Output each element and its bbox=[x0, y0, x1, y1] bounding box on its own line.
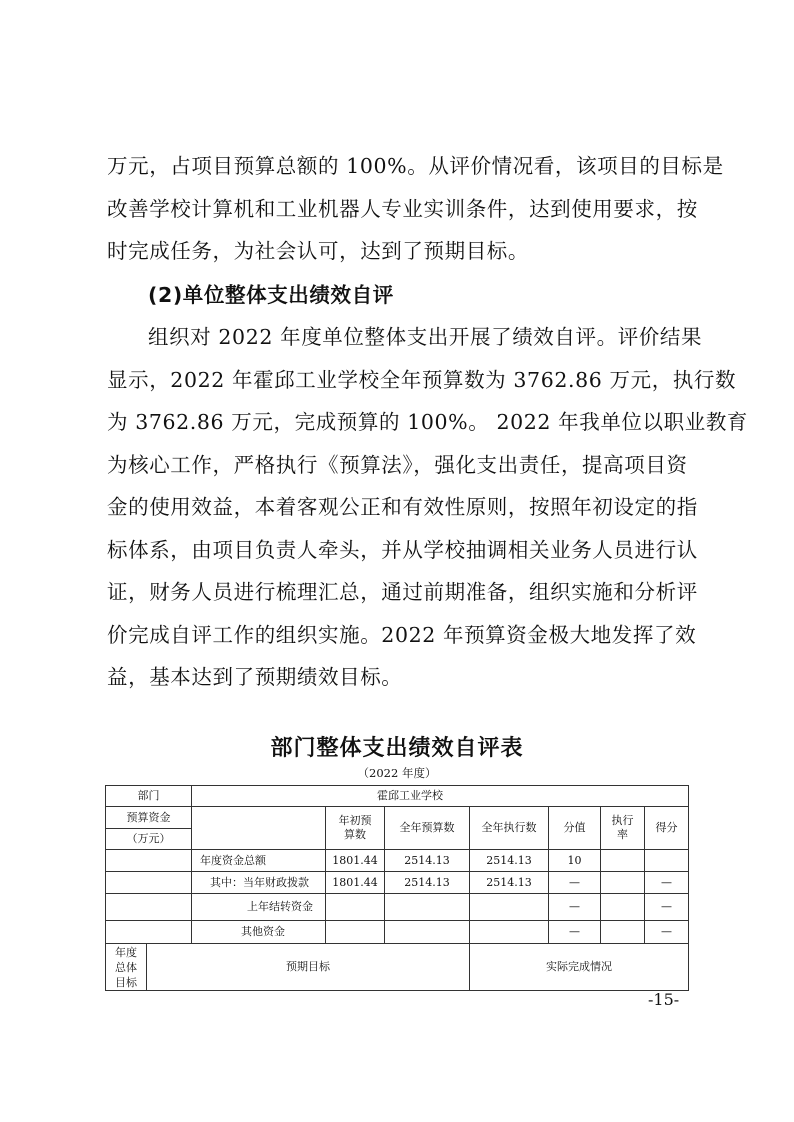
budget-label: 预算资金 bbox=[106, 807, 192, 829]
header-annual-executed: 全年执行数 bbox=[470, 807, 549, 850]
empty-cell bbox=[106, 850, 192, 872]
dept-label: 部门 bbox=[106, 786, 192, 807]
header-annual-budget: 全年预算数 bbox=[385, 807, 470, 850]
text-line: 价完成自评工作的组织实施。2022 年预算资金极大地发挥了效 bbox=[107, 622, 697, 647]
empty-cell bbox=[106, 872, 192, 894]
cell-score-value: 10 bbox=[549, 850, 601, 872]
table-row bbox=[106, 894, 689, 921]
empty-cell bbox=[192, 807, 326, 850]
header-score-value: 分值 bbox=[549, 807, 601, 850]
cell-annual: 2514.13 bbox=[385, 872, 470, 894]
cell-annual bbox=[385, 894, 470, 921]
empty-cell bbox=[106, 894, 192, 921]
cell-executed bbox=[470, 921, 549, 944]
cell-annual: 2514.13 bbox=[385, 850, 470, 872]
budget-unit: （万元） bbox=[106, 829, 192, 850]
text-line: 显示，2022 年霍邱工业学校全年预算数为 3762.86 万元，执行数 bbox=[107, 367, 737, 392]
row-label: 上年结转资金 bbox=[192, 894, 326, 921]
cell-score-value: — bbox=[549, 872, 601, 894]
cell-initial bbox=[326, 921, 385, 944]
table-row bbox=[106, 850, 689, 872]
table-row bbox=[106, 807, 689, 829]
table-row bbox=[106, 944, 689, 991]
row-label: 其他资金 bbox=[192, 921, 326, 944]
cell-executed: 2514.13 bbox=[470, 850, 549, 872]
paragraph-1 bbox=[107, 145, 724, 273]
cell-score: — bbox=[645, 894, 689, 921]
cell-executed bbox=[470, 894, 549, 921]
table-row bbox=[106, 921, 689, 944]
cell-initial: 1801.44 bbox=[326, 850, 385, 872]
text-line: 时完成任务，为社会认可，达到了预期目标。 bbox=[107, 239, 529, 263]
empty-cell bbox=[106, 921, 192, 944]
text-line: 益，基本达到了预期绩效目标。 bbox=[107, 665, 403, 689]
text-line: 证，财务人员进行梳理汇总，通过前期准备，组织实施和分析评 bbox=[107, 580, 698, 604]
table-subtitle: （2022 年度） bbox=[357, 766, 437, 780]
text-line: 标体系，由项目负责人牵头，并从学校抽调相关业务人员进行认 bbox=[107, 537, 698, 562]
cell-executed: 2514.13 bbox=[470, 872, 549, 894]
cell-rate bbox=[601, 850, 645, 872]
cell-initial bbox=[326, 894, 385, 921]
cell-rate bbox=[601, 894, 645, 921]
goal-label: 年度总体目标 bbox=[106, 944, 147, 991]
cell-rate bbox=[601, 921, 645, 944]
text-line: 为核心工作，严格执行《预算法》，强化支出责任，提高项目资 bbox=[107, 452, 688, 477]
row-label: 年度资金总额 bbox=[192, 850, 326, 872]
text-line: 金的使用效益，本着客观公正和有效性原则，按照年初设定的指 bbox=[107, 495, 698, 519]
header-initial-budget: 年初预算数 bbox=[326, 807, 385, 850]
cell-score-value: — bbox=[549, 894, 601, 921]
dept-value: 霍邱工业学校 bbox=[192, 786, 689, 807]
text-line: 为 3762.86 万元，完成预算的 100%。 2022 年我单位以职业教育 bbox=[107, 410, 749, 434]
cell-annual bbox=[385, 921, 470, 944]
paragraph-2 bbox=[107, 316, 749, 699]
cell-rate bbox=[601, 872, 645, 894]
row-label: 其中：当年财政拨款 bbox=[192, 872, 326, 894]
cell-initial: 1801.44 bbox=[326, 872, 385, 894]
header-score: 得分 bbox=[645, 807, 689, 850]
text-line: 改善学校计算机和工业机器人专业实训条件，达到使用要求，按 bbox=[107, 196, 698, 221]
text-line: 万元，占项目预算总额的 100%。从评价情况看，该项目的目标是 bbox=[107, 154, 724, 178]
performance-table bbox=[105, 785, 689, 991]
page-number: -15- bbox=[648, 990, 680, 1009]
table-title: 部门整体支出绩效自评表 bbox=[270, 735, 524, 761]
cell-score-value: — bbox=[549, 921, 601, 944]
text-line: 组织对 2022 年度单位整体支出开展了绩效自评。评价结果 bbox=[148, 325, 703, 349]
table-row bbox=[106, 872, 689, 894]
cell-score bbox=[645, 850, 689, 872]
table-row bbox=[106, 786, 689, 807]
actual-completion-header: 实际完成情况 bbox=[470, 944, 689, 991]
cell-score: — bbox=[645, 872, 689, 894]
expected-goal-header: 预期目标 bbox=[147, 944, 470, 991]
cell-score: — bbox=[645, 921, 689, 944]
section-heading: (2)单位整体支出绩效自评 bbox=[148, 283, 394, 307]
header-execution-rate: 执行率 bbox=[601, 807, 645, 850]
